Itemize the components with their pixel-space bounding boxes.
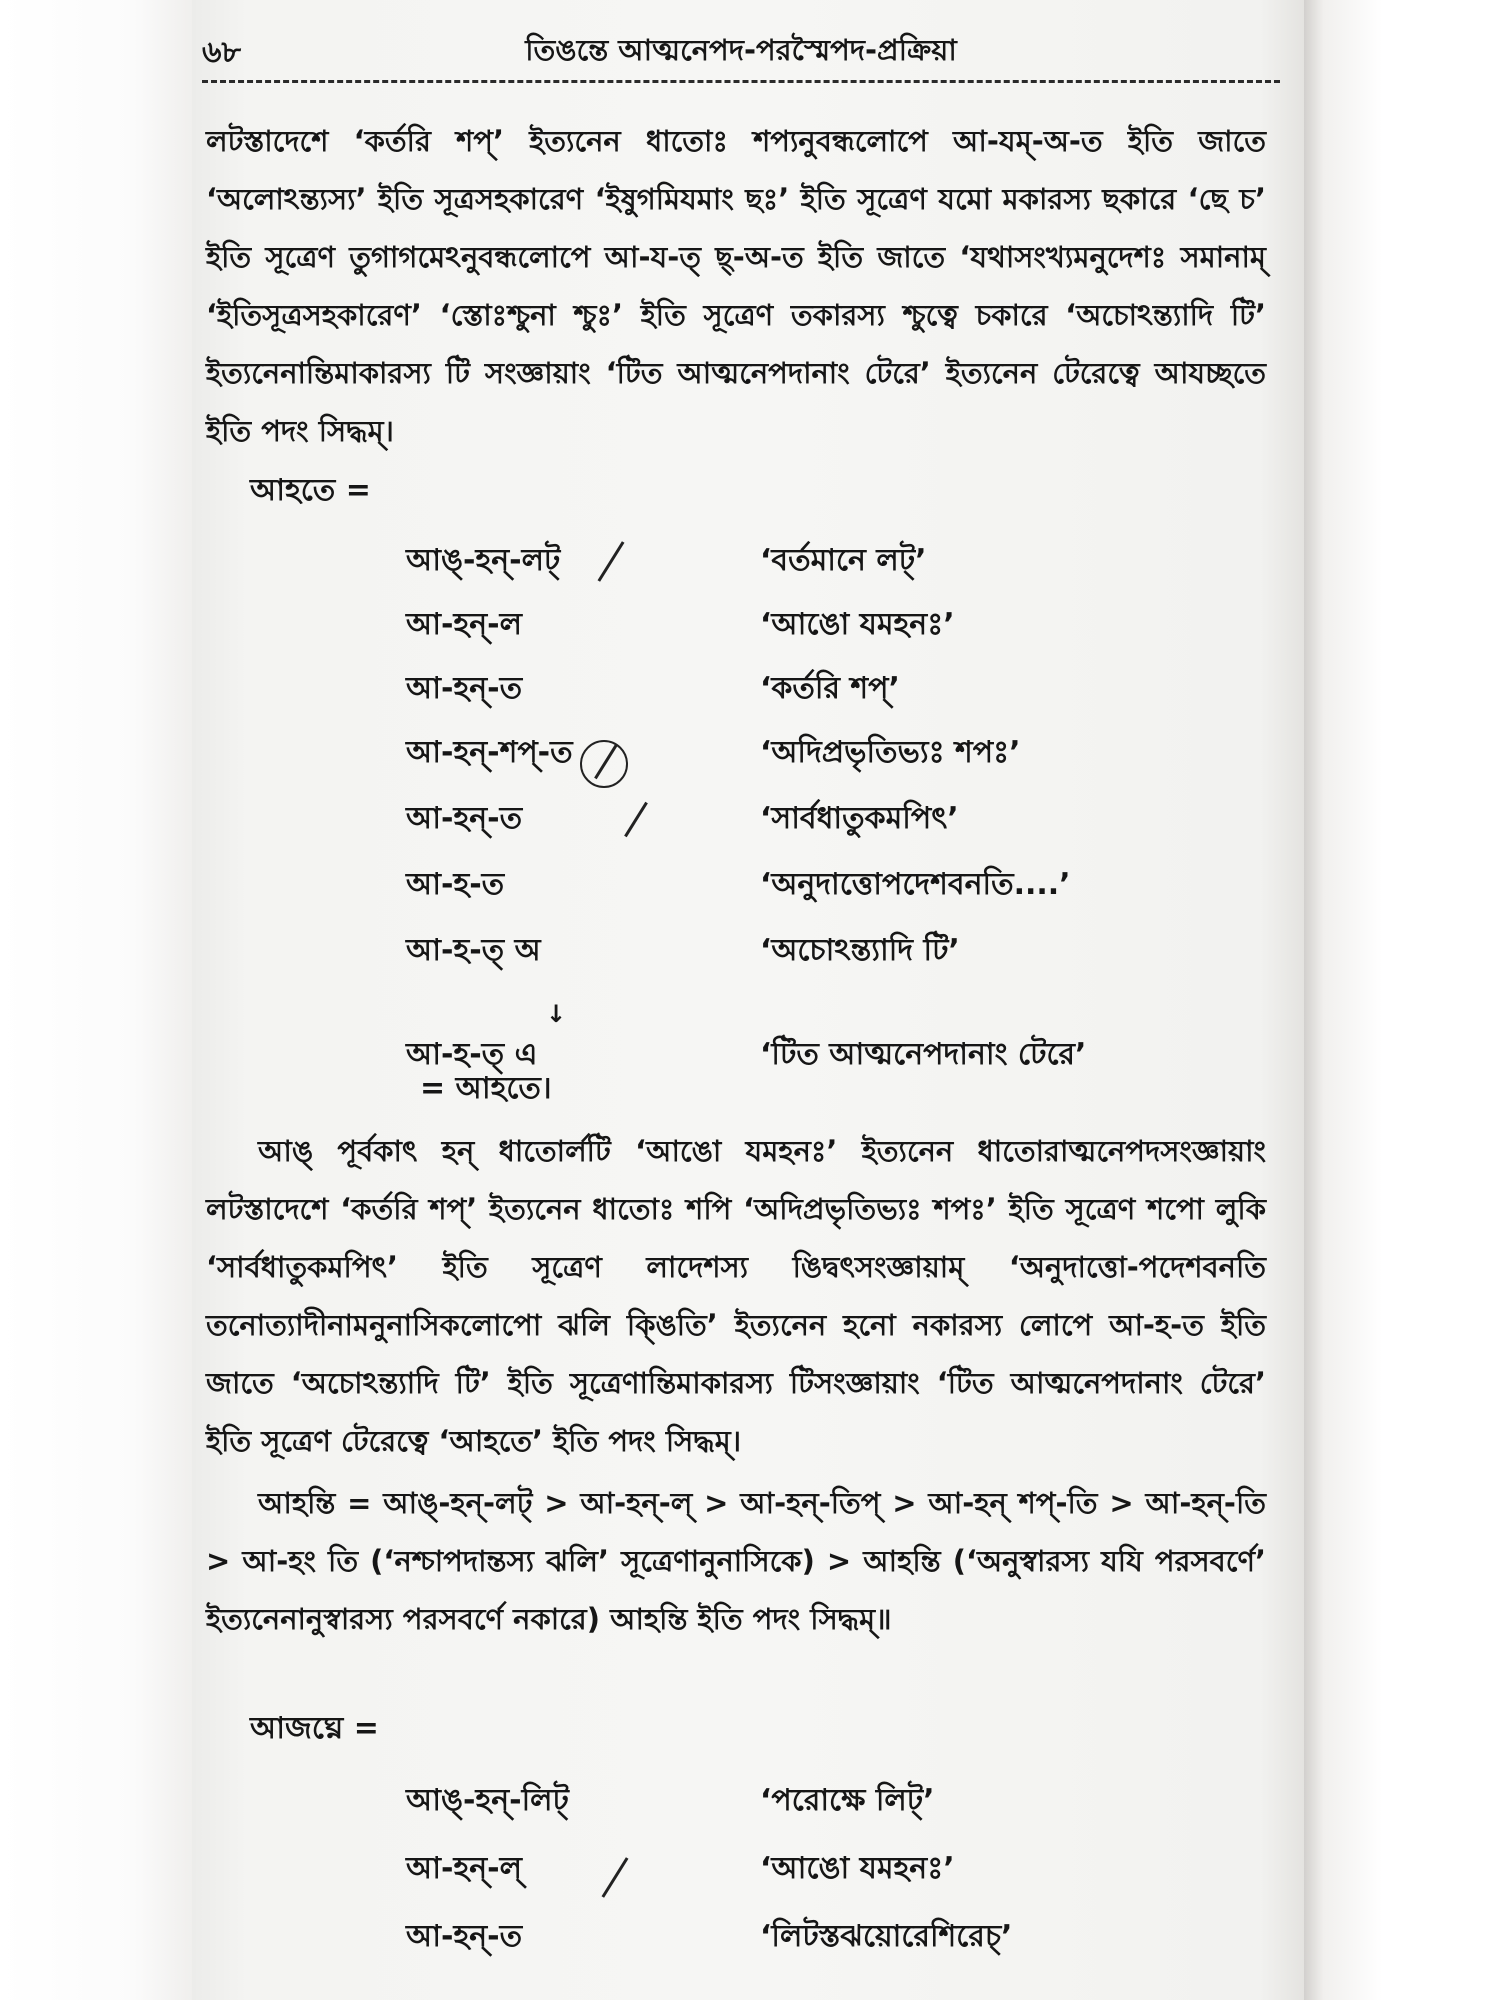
paragraph-ahate-explanation: আঙ্ পূর্বকাৎ হন্ ধাতোর্লটি ‘আঙো যমহনঃ’ ইত্যনেন ধাতোরাত্মনেপদসংজ্ঞায়াং লটস্তাদেশে ‘কর্তরি শপ্’ ইত্যনেন ধাতোঃ শপি ‘অদিপ্রভৃতিভ্যঃ শপঃ’ ইতি সূত্রেণ শপো লুকি ‘সার্বধাতুকমপিৎ’ ইতি সূত্রেণ লাদেশস্য ঙিদ্বৎসংজ্ঞায়াম্ ‘অনুদাত্তো-পদেশবনতি তনোত্যাদীনামনুনাসিকলোপো ঝলি ক্ঙিতি’ ইত্যনেন হনো নকারস্য লোপে আ-হ-ত ইতি জাতে ‘অচোঽন্ত্যাদি টি’ ইতি সূত্রেণান্তিমাকারস্য টিসংজ্ঞায়াং ‘টিত আত্মনেপদানাং টেরে’ ইতি সূত্রেণ টেরেত্বে ‘আহতে’ ইতি পদং সিদ্ধম্।: [206, 1134, 1266, 1458]
paragraph-ahanti: আহন্তি = আঙ্-হন্-লট্ > আ-হন্-ল্ > আ-হন্-তিপ্ > আ-হন্ শপ্-তি > আ-হন্-তি > আ-হং তি (‘নশ্চাপদান্তস্য ঝলি’ সূত্রেণানুনাসিকে) > আহন্তি (‘অনুস্বারস্য যযি পরসবর্ণে’ ইত্যনেনানুস্বারস্য পরসবর্ণে নকারে) আহন্তি ইতি পদং সিদ্ধম্॥: [206, 1486, 1266, 1636]
derivation-heading-ajaghne: আজঘ্নে =: [250, 1711, 379, 1746]
derivation-step: [192, 860, 1304, 920]
step-form: আ-হ-ত: [406, 867, 505, 902]
left-scan-margin: [0, 0, 192, 2000]
derivation-step: [192, 794, 1304, 854]
step-rule: ‘লিটস্তঝয়োরেশিরেচ্’: [760, 1919, 1013, 1954]
step-rule: ‘অচোঽন্ত্যাদি টি’: [760, 933, 960, 968]
step-rule: ‘আঙো যমহনঃ’: [760, 1851, 955, 1886]
step-rule: ‘আঙো যমহনঃ’: [760, 607, 955, 642]
step-rule: ‘কর্তরি শপ্’: [760, 671, 900, 706]
step-rule: ‘অনুদাত্তোপদেশবনতি....’: [760, 867, 1071, 902]
derivation-step: [192, 1912, 1304, 1972]
step-rule: ‘পরোক্ষে লিট্’: [760, 1783, 935, 1818]
step-form: আঙ্-হন্-লিট্: [406, 1783, 569, 1818]
step-rule: ‘অদিপ্রভৃতিভ্যঃ শপঃ’: [760, 735, 1021, 770]
running-title: তিঙন্তে আত্মনেপদ-পরস্মৈপদ-প্রক্রিয়া: [525, 33, 957, 67]
derivation-step: [192, 926, 1304, 986]
derivation-step: [192, 728, 1304, 788]
step-form: আ-হন্-ত: [406, 801, 523, 836]
step-form: আঙ্-হন্-লট্: [406, 543, 561, 578]
down-arrow-icon: ↓: [546, 1000, 567, 1028]
step-rule: ‘টিত আত্মনেপদানাং টেরে’: [760, 1037, 1087, 1072]
book-page: [192, 0, 1304, 2000]
derivation-step: [192, 1844, 1304, 1904]
page-header: [202, 28, 1280, 74]
derivation-step: [192, 536, 1304, 596]
step-form: আ-হ-ত্ এ: [406, 1037, 538, 1072]
header-rule: [202, 80, 1280, 83]
derivation-step: [192, 664, 1304, 724]
derivation-step: [192, 600, 1304, 660]
derivation-result: = আহতে।: [420, 1071, 552, 1106]
step-form: আ-হন্-ল: [406, 607, 522, 642]
step-rule: ‘সার্বধাতুকমপিৎ’: [760, 801, 959, 836]
derivation-step: [192, 1030, 1304, 1090]
step-form: আ-হন্-ল্: [406, 1851, 522, 1886]
step-form: আ-হ-ত্ অ: [406, 933, 541, 968]
right-scan-margin: [1304, 0, 1500, 2000]
paragraph-ayacchate: লটস্তাদেশে ‘কর্তরি শপ্’ ইত্যনেন ধাতোঃ শপ্যনুবন্ধলোপে আ-যম্-অ-ত ইতি জাতে ‘অলোঽন্ত্যস্য’ ইতি সূত্রসহকারেণ ‘ইষুগমিযমাং ছঃ’ ইতি সূত্রেণ যমো মকারস্য ছকারে ‘ছে চ’ ইতি সূত্রেণ তুগাগমেঽনুবন্ধলোপে আ-য-ত্ ছ্-অ-ত ইতি জাতে ‘যথাসংখ্যমনুদেশঃ সমানাম্ ‘ইতিসূত্রসহকারেণ’ ‘স্তোঃশ্চুনা শ্চুঃ’ ইতি সূত্রেণ তকারস্য শ্চুত্বে চকারে ‘অচোঽন্ত্যাদি টি’ ইত্যনেনান্তিমাকারস্য টি সংজ্ঞায়াং ‘টিত আত্মনেপদানাং টেরে’ ইত্যনেন টেরেত্বে আযচ্ছতে ইতি পদং সিদ্ধম্।: [206, 124, 1266, 448]
step-rule: ‘বর্তমানে লট্’: [760, 543, 927, 578]
step-form: আ-হন্-শপ্-ত: [406, 735, 573, 770]
derivation-heading-ahate: আহতে =: [250, 473, 371, 508]
derivation-step: [192, 1776, 1304, 1836]
page-number: ৬৮: [202, 35, 241, 70]
step-form: আ-হন্-ত: [406, 671, 523, 706]
step-form: আ-হন্-ত: [406, 1919, 523, 1954]
